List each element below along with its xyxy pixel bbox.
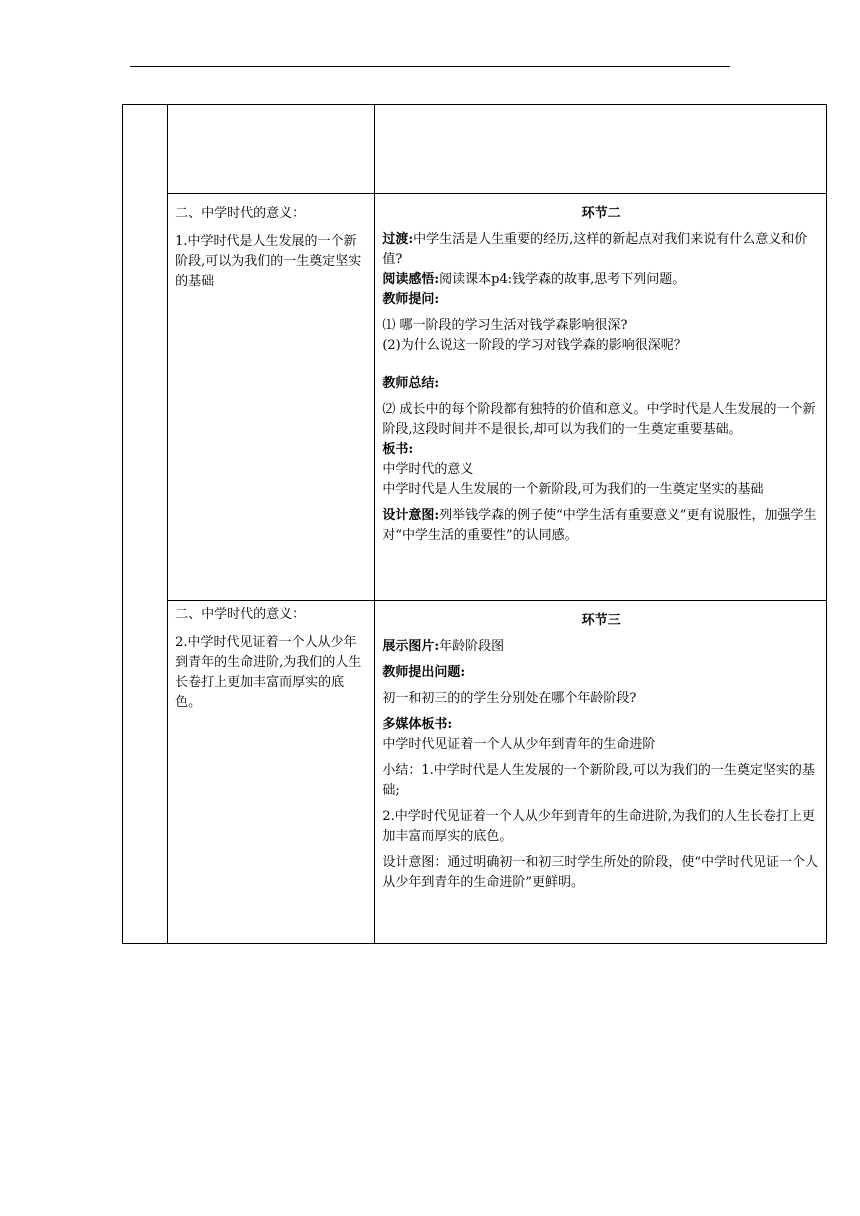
section-heading: 二、中学时代的意义： [175,607,306,622]
show-image-text: 年龄阶段图 [439,639,505,654]
transition-text: 中学生活是人生重要的经历,这样的新起点对我们来说有什么意义和价值? [382,232,808,267]
reading-paragraph [382,270,820,290]
activity-cell [375,194,827,601]
table-row-empty [123,105,827,194]
content-cell [168,194,375,601]
header-rule [130,66,730,67]
stage-title: 环节三 [581,613,621,628]
teacher-question-label: 教师提问: [382,292,440,307]
empty-cell [168,105,375,194]
question-1: ⑴ 哪一阶段的学习生活对钱学森影响很深? [382,318,628,333]
teacher-summary-text: ⑵ 成长中的每个阶段都有独特的价值和意义。中学时代是人生发展的一个新阶段,这段时间并不是很长,却可以为我们的一生奠定重要基础。 [382,402,816,437]
design-text: 列举钱学森的例子使“中学生活有重要意义”更有说服性，加强学生对“中学生活的重要性”的认同感。 [382,508,817,543]
summary-text-2: 2.中学时代见证着一个人从少年到青年的生命进阶,为我们的人生长卷打上更加丰富而厚实的底色。 [382,809,815,844]
media-board-label: 多媒体板书: [382,717,453,732]
section-point: 2.中学时代见证着一个人从少年到青年的生命进阶,为我们的人生长卷打上更加丰富而厚实的底色。 [175,635,362,710]
table-row-stage-three [123,601,827,944]
table-row-stage-two [123,194,827,601]
empty-cell [375,105,827,194]
question-2: (2)为什么说这一阶段的学习对钱学森的影响很深呢？ [382,338,687,353]
board-line-2: 中学时代是人生发展的一个新阶段,可为我们的一生奠定坚实的基础 [382,482,764,497]
design-text: 设计意图：通过明确初一和初三时学生所处的阶段，使“中学时代见证一个人从少年到青年的生命进阶”更鲜明。 [382,855,818,890]
section-heading: 二、中学时代的意义： [175,206,306,221]
reading-label: 阅读感悟: [382,272,440,287]
reading-text: 阅读课本p4:钱学森的故事,思考下列问题。 [439,272,686,287]
media-board-text: 中学时代见证着一个人从少年到青年的生命进阶 [382,737,656,752]
design-label: 设计意图: [382,508,440,523]
board-label: 板书: [382,442,414,457]
design-paragraph [382,506,820,546]
board-line-1: 中学时代的意义 [382,462,474,477]
summary-text: 小结：1.中学时代是人生发展的一个新阶段,可以为我们的一生奠定坚实的基础; [382,763,815,798]
transition-paragraph [382,230,820,270]
section-point: 1.中学时代是人生发展的一个新阶段,可以为我们的一生奠定坚实的基础 [175,234,362,289]
stage-title: 环节二 [581,206,621,221]
teacher-ask-label: 教师提出问题: [382,665,466,680]
content-cell [168,601,375,944]
margin-column-cell [123,105,168,944]
activity-cell [375,601,827,944]
transition-label: 过渡: [382,232,414,247]
lesson-plan-table [122,104,827,944]
show-image-label: 展示图片: [382,639,440,654]
teacher-summary-label: 教师总结: [382,376,440,391]
question: 初一和初三的的学生分别处在哪个年龄阶段? [382,691,637,706]
show-image-paragraph [382,637,820,657]
